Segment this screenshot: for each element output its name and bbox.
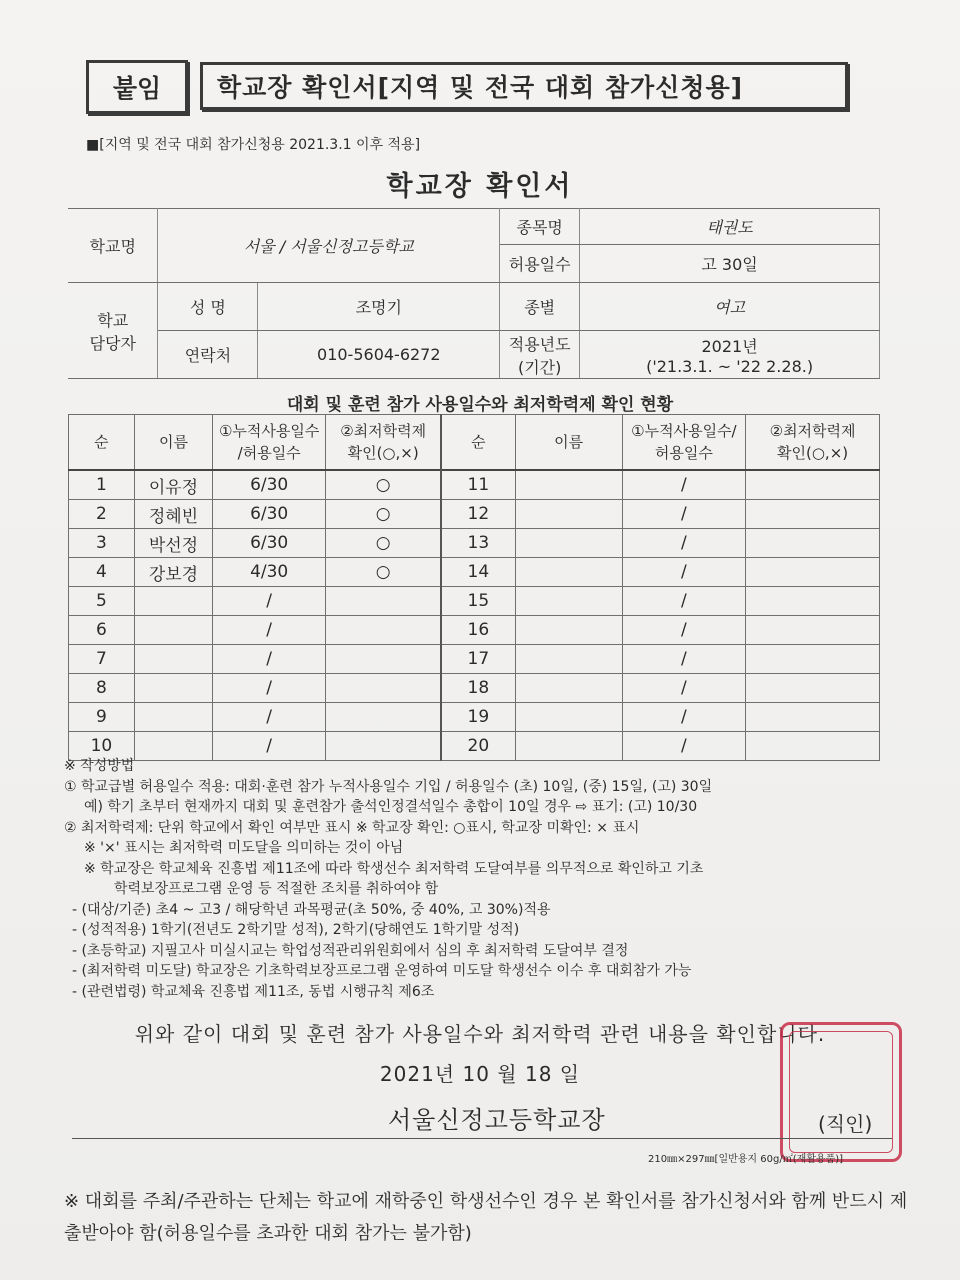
year-value-line2: ('21.3.1. ~ '22 2.28.) — [646, 356, 814, 376]
method-line: ※ '×' 표시는 최저학력 미도달을 의미하는 것이 아님 — [84, 840, 404, 856]
row-used: / — [213, 674, 326, 703]
header-min — [326, 415, 441, 471]
name-label: 성 명 — [158, 283, 258, 331]
issue-date: 2021년 10 월 18 일 — [379, 1062, 581, 1086]
method-line: - (관련법령) 학교체육 진흥법 제11조, 동법 시행규칙 제6조 — [72, 983, 435, 1000]
header-min-right-line1: ②최저학력제 — [769, 422, 856, 440]
row-name-right — [515, 645, 622, 674]
row-no: 1 — [69, 470, 135, 500]
row-used-right: / — [622, 558, 746, 587]
header-min-right-line2: 확인(○,×) — [777, 444, 849, 462]
row-name-right — [515, 500, 622, 529]
row-no: 6 — [69, 616, 135, 645]
header-used-right-line2: 허용일수 — [654, 444, 713, 462]
table-row — [69, 529, 880, 558]
method-line: 학력보장프로그램 운영 등 적절한 조치를 취하여야 함 — [114, 881, 439, 897]
divider — [72, 1138, 892, 1139]
row-ok-right — [746, 645, 880, 674]
row-ok-right — [746, 558, 880, 587]
manager-label-line1: 학교 — [97, 310, 129, 330]
row-name: 이유정 — [134, 470, 212, 500]
row-name-right — [515, 587, 622, 616]
row-no-right: 20 — [441, 732, 515, 761]
row-name-right — [515, 674, 622, 703]
writing-instructions — [64, 756, 894, 1002]
event-value: 태권도 — [580, 209, 880, 245]
row-name-right — [515, 703, 622, 732]
row-name-right — [515, 470, 622, 500]
row-ok-right — [746, 500, 880, 529]
row-ok-right — [746, 616, 880, 645]
row-name — [134, 703, 212, 732]
header-min-line1: ②최저학력제 — [340, 422, 427, 440]
year-label — [500, 331, 580, 379]
contact-label: 연락처 — [158, 331, 258, 379]
row-name — [134, 674, 212, 703]
confirmation-statement: 위와 같이 대회 및 훈련 참가 사용일수와 최저학력 관련 내용을 확인합니다. — [134, 1022, 826, 1046]
row-ok — [326, 587, 441, 616]
manager-label — [68, 283, 158, 379]
days-value: 고 30일 — [580, 245, 880, 283]
document-title: 학교장 확인서 — [386, 171, 574, 202]
row-ok — [326, 674, 441, 703]
row-no: 7 — [69, 645, 135, 674]
row-no-right: 11 — [441, 470, 515, 500]
row-ok — [326, 616, 441, 645]
row-name: 정혜빈 — [134, 500, 212, 529]
header-used — [213, 415, 326, 471]
row-no: 3 — [69, 529, 135, 558]
row-name: 박선정 — [134, 529, 212, 558]
row-ok-right — [746, 674, 880, 703]
row-ok-right — [746, 587, 880, 616]
table-row — [69, 674, 880, 703]
method-line: ② 최저학력제: 단위 학교에서 확인 여부만 표시 ※ 학교장 확인: ○표시, 학교장 미확인: × 표시 — [64, 819, 640, 836]
row-used: 4/30 — [213, 558, 326, 587]
year-value — [580, 331, 880, 379]
row-ok — [326, 645, 441, 674]
header-min-line2: 확인(○,×) — [347, 444, 419, 462]
row-no-right: 15 — [441, 587, 515, 616]
status-grid — [68, 414, 880, 761]
header-used-line2: /허용일수 — [237, 444, 301, 462]
header-min-right — [746, 415, 880, 471]
row-no: 4 — [69, 558, 135, 587]
status-title: 대회 및 훈련 참가 사용일수와 최저학력제 확인 현황 — [286, 395, 674, 415]
table-row — [69, 558, 880, 587]
header-used-right — [622, 415, 746, 471]
header-title: 학교장 확인서[지역 및 전국 대회 참가신청용] — [200, 62, 848, 110]
row-used: 6/30 — [213, 500, 326, 529]
row-no-right: 13 — [441, 529, 515, 558]
row-name-right — [515, 616, 622, 645]
event-label: 종목명 — [500, 209, 580, 245]
header-no-right: 순 — [441, 415, 515, 471]
row-used-right: / — [622, 703, 746, 732]
row-name — [134, 645, 212, 674]
row-used-right: / — [622, 732, 746, 761]
header-name-right: 이름 — [515, 415, 622, 471]
row-no-right: 17 — [441, 645, 515, 674]
row-no: 10 — [69, 732, 135, 761]
row-ok — [326, 703, 441, 732]
row-ok: ○ — [326, 500, 441, 529]
name-value: 조명기 — [258, 283, 500, 331]
row-no: 8 — [69, 674, 135, 703]
year-label-line2: (기간) — [517, 357, 562, 377]
applicability-note: ■[지역 및 전국 대회 참가신청용 2021.3.1 이후 적용] — [86, 137, 421, 153]
school-label: 학교명 — [68, 209, 158, 283]
row-no-right: 19 — [441, 703, 515, 732]
table-row — [69, 500, 880, 529]
header-used-line1: ①누적사용일수 — [218, 422, 320, 440]
row-name-right — [515, 558, 622, 587]
row-no-right: 12 — [441, 500, 515, 529]
row-used: / — [213, 703, 326, 732]
method-line: ※ 학교장은 학교체육 진흥법 제11조에 따라 학생선수 최저학력 도달여부를 의무적으로 확인하고 기초 — [84, 860, 704, 877]
table-row — [69, 470, 880, 500]
method-line: 예) 학기 초부터 현재까지 대회 및 훈련참가 출석인정결석일수 총합이 10일 경우 ⇨ 표기: (고) 10/30 — [84, 799, 698, 815]
method-line: - (최저학력 미도달) 학교장은 기초학력보장프로그램 운영하여 미도달 학생선수 이수 후 대회참가 가능 — [72, 963, 692, 979]
contact-value: 010-5604-6272 — [258, 331, 500, 379]
header-name: 이름 — [134, 415, 212, 471]
row-no-right: 18 — [441, 674, 515, 703]
year-value-line1: 2021년 — [701, 336, 758, 356]
gender-label: 종별 — [500, 283, 580, 331]
row-name: 강보경 — [134, 558, 212, 587]
row-used-right: / — [622, 674, 746, 703]
manager-label-line2: 담당자 — [89, 333, 136, 353]
row-ok-right — [746, 703, 880, 732]
method-line: ① 학교급별 허용일수 적용: 대회·훈련 참가 누적사용일수 기입 / 허용일수 (초) 10일, (중) 15일, (고) 30일 — [64, 778, 713, 795]
seal-label: (직인) — [818, 1112, 873, 1136]
row-ok-right — [746, 470, 880, 500]
school-value: 서울 / 서울신정고등학교 — [158, 209, 500, 283]
row-used: / — [213, 732, 326, 761]
days-label: 허용일수 — [500, 245, 580, 283]
row-no: 9 — [69, 703, 135, 732]
info-table — [68, 208, 880, 379]
table-row — [69, 587, 880, 616]
gender-value: 여고 — [580, 283, 880, 331]
row-used-right: / — [622, 470, 746, 500]
row-ok: ○ — [326, 558, 441, 587]
row-ok: ○ — [326, 470, 441, 500]
footer-note: ※ 대회를 주최/주관하는 단체는 학교에 재학중인 학생선수인 경우 본 확인서를 참가신청서와 함께 반드시 제출받아야 함(허용일수를 초과한 대회 참가는 불가함) — [64, 1191, 908, 1244]
official-seal — [780, 1022, 902, 1162]
row-ok-right — [746, 529, 880, 558]
row-ok: ○ — [326, 529, 441, 558]
row-used: / — [213, 645, 326, 674]
table-row — [69, 616, 880, 645]
principal-title: 서울신정고등학교장 — [388, 1106, 606, 1134]
row-used: / — [213, 587, 326, 616]
year-label-line1: 적용년도 — [508, 334, 571, 354]
table-row — [69, 645, 880, 674]
row-name — [134, 587, 212, 616]
header-used-right-line1: ①누적사용일수/ — [631, 422, 737, 440]
row-used-right: / — [622, 645, 746, 674]
row-name-right — [515, 529, 622, 558]
paper-spec: 210㎜×297㎜[일반용지 60g/㎡(재활용품)] — [648, 1154, 844, 1165]
method-line: ※ 작성방법 — [64, 758, 135, 774]
row-used-right: / — [622, 500, 746, 529]
row-no-right: 16 — [441, 616, 515, 645]
row-no-right: 14 — [441, 558, 515, 587]
table-row — [69, 703, 880, 732]
row-used: / — [213, 616, 326, 645]
attachment-label: 붙임 — [86, 60, 188, 114]
row-used: 6/30 — [213, 470, 326, 500]
method-line: - (대상/기준) 초4 ~ 고3 / 해당학년 과목평균(초 50%, 중 40%, 고 30%)적용 — [72, 901, 551, 918]
header-no: 순 — [69, 415, 135, 471]
row-used-right: / — [622, 587, 746, 616]
method-line: - (성적적용) 1학기(전년도 2학기말 성적), 2학기(당해연도 1학기말 성적) — [72, 922, 520, 938]
row-name — [134, 616, 212, 645]
row-used: 6/30 — [213, 529, 326, 558]
row-used-right: / — [622, 616, 746, 645]
row-no: 5 — [69, 587, 135, 616]
row-no: 2 — [69, 500, 135, 529]
row-used-right: / — [622, 529, 746, 558]
method-line: - (초등학교) 지필고사 미실시교는 학업성적관리위원회에서 심의 후 최저학력 도달여부 결정 — [72, 942, 629, 959]
